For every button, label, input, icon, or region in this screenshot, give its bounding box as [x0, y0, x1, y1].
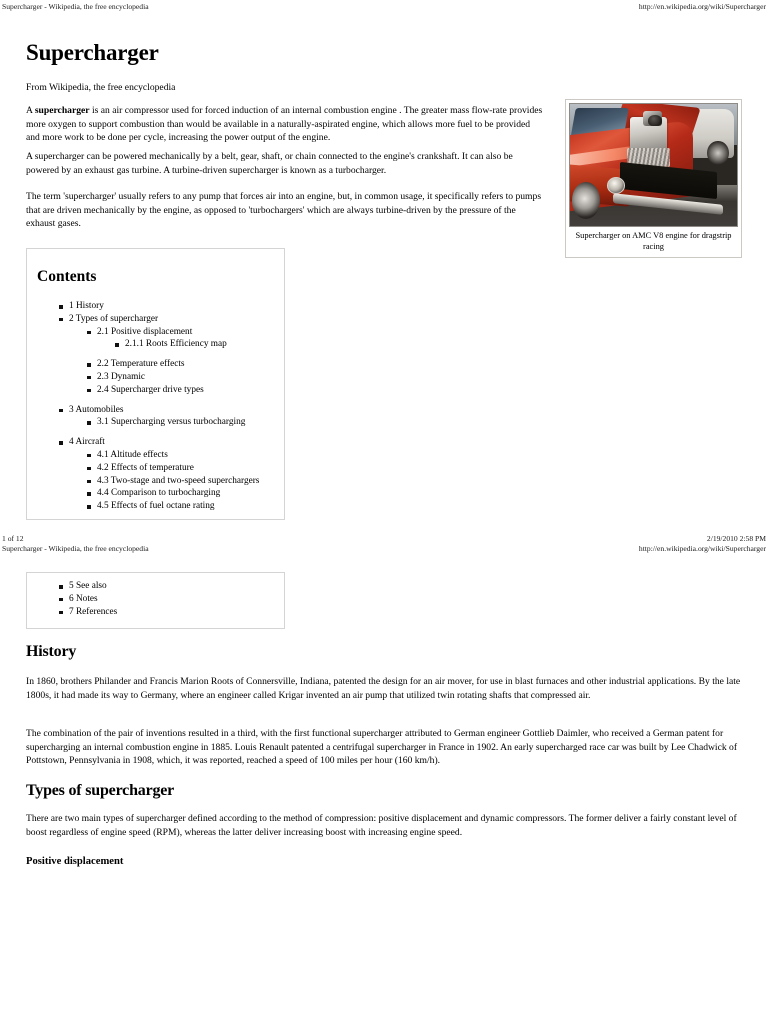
- types-paragraph-wrap: [26, 812, 742, 839]
- toc-item[interactable]: 2.2 Temperature effects: [87, 358, 274, 371]
- toc-item[interactable]: 3 Automobiles: [59, 404, 274, 417]
- article-tagline-wrap: [26, 82, 742, 94]
- print-timestamp: 2/19/2010 2:58 PM: [706, 534, 766, 543]
- toc-item[interactable]: 1 History: [59, 300, 274, 313]
- toc-item[interactable]: 4.4 Comparison to turbocharging: [87, 487, 274, 500]
- toc-item[interactable]: 3.1 Supercharging versus turbocharging: [87, 416, 274, 429]
- positive-displacement-heading-wrap: [26, 855, 742, 868]
- page2-header-url: http://en.wikipedia.org/wiki/Supercharger: [638, 544, 766, 553]
- contents-list-page2: [37, 580, 274, 618]
- positive-displacement-heading: Positive displacement: [26, 856, 124, 867]
- history-paragraph-2-wrap: [26, 727, 742, 768]
- toc-item[interactable]: 6 Notes: [59, 593, 274, 606]
- lead-bold-term: supercharger: [34, 105, 90, 116]
- table-of-contents-box: [26, 248, 285, 520]
- page2-header-title: Supercharger - Wikipedia, the free encyclopedia: [2, 544, 149, 553]
- types-heading-wrap: [26, 781, 742, 800]
- toc-item[interactable]: 4.5 Effects of fuel octane rating: [87, 500, 274, 513]
- history-paragraph-2: The combination of the pair of inventions resulted in a third, with the first functional supercharger attributed to German engineer Gottlieb Daimler, who received a German patent for supercharging an internal combustion engine in 1885. Louis Renault patented a centrifugal supercharger in France in 1902. An early supercharged race car was built by Lee Chadwick of Pottstown, Pennsylvania in 1908, which, it was reported, reached a speed of 100 miles per hour (160 km/h).: [26, 728, 738, 767]
- history-heading-wrap: [26, 642, 742, 661]
- toc-item[interactable]: 4 Aircraft: [59, 436, 274, 449]
- lead-paragraph-3: The term 'supercharger' usually refers to any pump that forces air into an engine, but, in common usage, it specifically refers to pumps that are driven mechanically by the engine, as opposed to 'turbochargers' which are always turbine-driven by the pressure of the exhaust gases.: [26, 191, 542, 230]
- lead-paragraph-1: [26, 104, 546, 145]
- figure-caption: Supercharger on AMC V8 engine for dragstrip racing: [575, 231, 732, 251]
- photo-air-scoop: [648, 115, 661, 126]
- history-paragraph-1-wrap: [26, 675, 742, 702]
- history-paragraph-1: In 1860, brothers Philander and Francis Marion Roots of Connersville, Indiana, patented the design for an air mover, for use in blast furnaces and other industrial applications. By the late 1800s, it had made its way to Germany, where an engineer called Krigar invented an air pump that utilized twin rotating shafts that compressed air.: [26, 676, 741, 701]
- toc-item[interactable]: 4.2 Effects of temperature: [87, 462, 274, 475]
- toc-item[interactable]: 2.1 Positive displacement: [87, 326, 274, 339]
- types-paragraph: There are two main types of supercharger defined according to the method of compression: positive displacement and dynamic compressors. The former deliver a fairly constant level of boost regardless of engine speed (RPM), whereas the latter deliver increasing boost with increasing engine speed.: [26, 813, 737, 838]
- types-heading: Types of supercharger: [26, 782, 175, 799]
- table-of-contents-box-continued: [26, 572, 285, 629]
- page-number: 1 of 12: [2, 534, 24, 543]
- toc-item[interactable]: 2 Types of supercharger: [59, 313, 274, 326]
- photo-background-wheel: [707, 141, 729, 165]
- toc-item[interactable]: 2.4 Supercharger drive types: [87, 384, 274, 397]
- contents-heading: Contents: [37, 268, 97, 285]
- toc-item[interactable]: 2.3 Dynamic: [87, 371, 274, 384]
- toc-item[interactable]: 7 References: [59, 606, 274, 619]
- article-tagline: From Wikipedia, the free encyclopedia: [26, 82, 176, 93]
- page-title: Supercharger: [26, 40, 159, 65]
- page1-header-title: Supercharger - Wikipedia, the free encyclopedia: [2, 2, 149, 11]
- contents-list-page1: [37, 300, 274, 513]
- lead-paragraph-2: A supercharger can be powered mechanically by a belt, gear, shaft, or chain connected to the engine's crankshaft. It can also be powered by an exhaust gas turbine. A turbine-driven supercharger is known as a turbocharger.: [26, 151, 513, 176]
- lead-rest: is an air compressor used for forced induction of an internal combustion engine . The greater mass flow-rate provides more oxygen to support combustion than would be available in a naturally-aspirated engine, which allows more fuel to be provided and more work to be done per cycle, increasing the power output of the engine.: [26, 105, 543, 144]
- toc-item[interactable]: 4.3 Two-stage and two-speed superchargers: [87, 475, 274, 488]
- figure-thumbnail: [565, 99, 742, 258]
- lead-paragraph-3-wrap: [26, 190, 546, 231]
- history-heading: History: [26, 643, 77, 660]
- toc-item[interactable]: 4.1 Altitude effects: [87, 449, 274, 462]
- supercharged-car-photo: [569, 103, 738, 227]
- lead-paragraph-2-wrap: [26, 150, 541, 177]
- lead-paragraph-1-wrap: [26, 104, 546, 145]
- lead-prefix: A: [26, 105, 35, 116]
- toc-item[interactable]: 5 See also: [59, 580, 274, 593]
- article-header: [26, 40, 742, 66]
- toc-item[interactable]: 2.1.1 Roots Efficiency map: [115, 338, 274, 351]
- photo-front-wheel: [572, 182, 600, 219]
- page1-header-url: http://en.wikipedia.org/wiki/Supercharger: [638, 2, 766, 11]
